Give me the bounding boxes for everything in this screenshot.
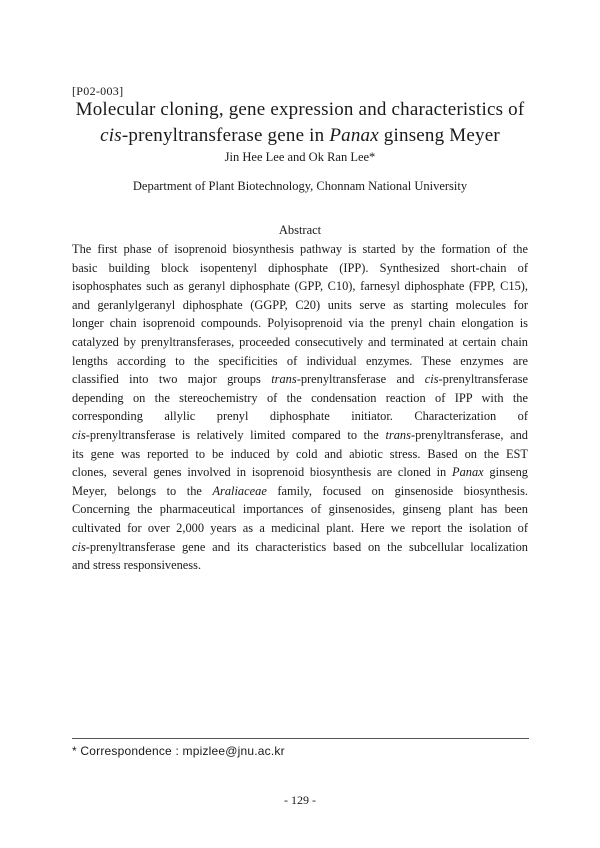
title-italic-panax: Panax [329,125,379,146]
abstract-line [72,500,528,519]
abstract-text: clones, several genes involved in isoprenoid biosynthesis are cloned in [72,465,453,480]
abstract-text: -prenyltransferase and [296,372,425,387]
abstract-text: catalyzed by prenyltransferases, proceeded consecutively and terminated at certain chain [72,334,528,349]
abstract-line [72,556,528,575]
affiliation: Department of Plant Biotechnology, Chonnam National University [132,179,468,193]
abstract-text: cultivated for over 2,000 years as a medicinal plant. Here we report the isolation of [72,520,528,535]
abstract-line [72,240,528,259]
footnote-divider [72,738,529,739]
authors: Jin Hee Lee and Ok Ran Lee* [224,150,376,164]
abstract-line [72,352,528,371]
abstract-line [72,407,528,426]
abstract-italic-term: cis [72,539,86,554]
abstract-line [72,259,528,278]
page-number: - 129 - [284,793,316,807]
abstract-line [72,370,528,389]
abstract-italic-term: Panax [452,465,484,480]
abstract-text: -prenyltransferase is relatively limited compared to the [85,427,386,442]
abstract-text: Meyer, belongs to the [72,483,213,498]
abstract-italic-term: cis [424,372,439,387]
abstract-line [72,277,528,296]
abstract-text: ginseng [483,465,528,480]
abstract-italic-term: cis [72,427,86,442]
abstract-line [72,519,528,538]
title-end: ginseng Meyer [378,125,500,146]
abstract-text: Concerning the pharmaceutical importances of ginsenosides, ginseng plant has been [72,502,528,517]
abstract-text: -prenyltransferase, and [410,427,529,442]
title-italic-cis: cis [100,125,122,146]
abstract-text: The first phase of isoprenoid biosynthesis pathway is started by the formation of the [72,242,528,256]
abstract-body [72,240,528,575]
abstract-text: -prenyltransferase [438,372,528,387]
abstract-text: and geranlylgeranyl diphosphate (GGPP, C20) units serve as starting molecules for [72,297,528,312]
abstract-line [72,463,528,482]
abstract-text: family, focused on ginsenoside biosynthesis. [266,483,528,498]
title-middle: -prenyltransferase gene in [121,125,330,146]
abstract-text: classified into two major groups [72,372,272,387]
abstract-heading: Abstract [278,223,322,237]
abstract-text: basic building block isopentenyl diphosphate (IPP). Synthesized short-chain of [72,260,528,275]
abstract-text: -prenyltransferase gene and its characteristics based on the subcellular localization [85,539,528,554]
abstract-italic-term: trans [271,372,297,387]
abstract-line [72,445,528,464]
abstract-text: lengths according to the specificities of individual enzymes. These enzymes are [72,353,528,368]
abstract-italic-term: trans [385,427,411,442]
paper-code: [P02-003] [72,84,124,98]
abstract-line [72,314,528,333]
abstract-text: and stress responsiveness. [72,558,202,573]
abstract-text: its gene was reported to be induced by cold and abiotic stress. Based on the EST [72,446,528,461]
abstract-text: corresponding allylic prenyl diphosphate initiator. Characterization of [72,409,528,424]
abstract-text: isophosphates such as geranyl diphosphate (GPP, C10), farnesyl diphosphate (FPP, C15), [72,279,528,294]
abstract-italic-term: Araliaceae [212,483,267,498]
abstract-line [72,538,528,557]
abstract-line [72,389,528,408]
abstract-line [72,426,528,445]
correspondence-note: * Correspondence : mpizlee@jnu.ac.kr [72,744,285,758]
abstract-line [72,482,528,501]
abstract-line [72,333,528,352]
abstract-text: depending on the stereochemistry of the condensation reaction of IPP with the [72,390,528,405]
paper-title-line-1: Molecular cloning, gene expression and characteristics of [75,99,525,120]
abstract-line [72,296,528,315]
abstract-text: longer chain isoprenoid compounds. Polyisoprenoid via the prenyl chain elongation is [72,316,528,331]
paper-title-line-2 [60,123,540,149]
